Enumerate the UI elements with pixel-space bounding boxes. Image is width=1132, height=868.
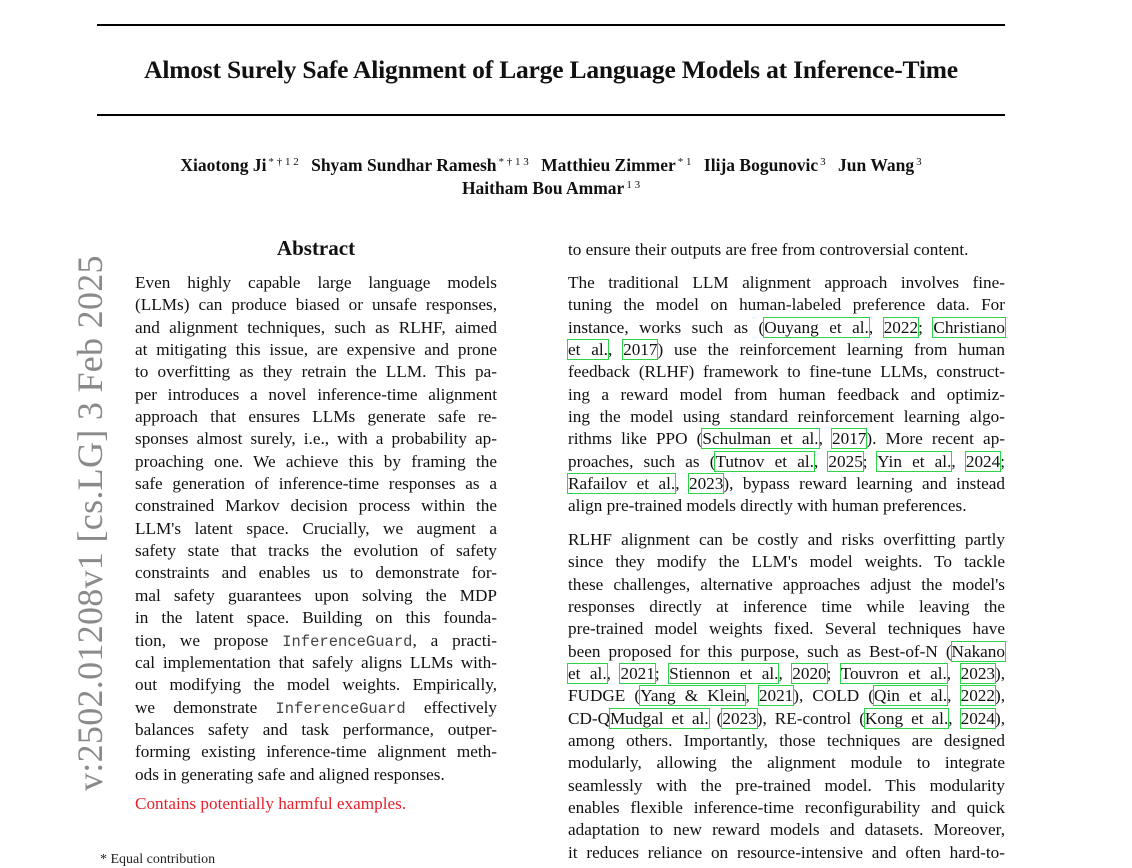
body-line [568,451,1005,473]
abstract-text: we demonstrate [135,697,258,717]
body-text: CD-Q [568,708,611,728]
harmful-content-warning: Contains potentially harmful examples. [135,794,407,813]
author [838,155,922,175]
citation-link[interactable]: Rafailov et al. [568,474,676,494]
abstract-line: and alignment techniques, such as RLHF, aimed [135,317,497,337]
body-text: ), [995,664,1006,684]
body-line [568,473,1005,495]
author [311,155,529,175]
body-line [568,641,1005,663]
abstract-heading: Abstract [276,236,356,260]
citation-link[interactable]: 2023 [960,664,995,684]
citation-link[interactable]: Yang & Klein [640,686,746,706]
body-text: , [607,340,624,360]
body-line: modularly, allowing the alignment module to integrate [568,753,1005,773]
citation-link[interactable]: 2017 [623,340,658,360]
body-text: ; [862,451,878,471]
body-line [568,663,1005,685]
body-text: ), [994,708,1005,728]
author-affiliation: 1 3 [626,179,641,191]
body-line: adaptation to new reward models and datasets. Moreover, [568,820,1005,840]
citation-link[interactable]: Tutnov et al. [715,451,814,471]
citation-link[interactable]: Touvron et al. [840,664,947,684]
abstract-line: in the latent space. Building on this founda- [135,608,497,628]
citation-link[interactable]: 2020 [792,664,827,684]
abstract-line: to overfitting as they retrain the LLM. This pa- [135,362,497,382]
citation-link[interactable]: 2022 [960,686,995,706]
body-text: , [813,451,829,471]
abstract-line: sponses almost surely, i.e., with a probability ap- [135,429,497,449]
citation-link[interactable]: Kong et al. [864,708,949,728]
body-line: enables flexible inference-time reconfigurability and quick [568,798,1005,818]
author-affiliation: 3 [916,156,922,168]
citation-link[interactable]: 2022 [883,317,919,337]
citation-link[interactable]: 2021 [758,686,794,706]
arxiv-identifier-stamp: v:2502.01208v1 [cs.LG] 3 Feb 2025 [70,255,110,791]
abstract-line: constrained Markov decision process within the [135,496,497,516]
body-text: , [948,708,961,728]
abstract-line: approach that ensures LLMs generate safe re- [135,407,497,427]
citation-link[interactable]: et al. [568,664,607,684]
abstract-line: ods in generating safe and aligned responses. [135,764,445,784]
method-name: InferenceGuard [275,699,406,718]
body-line: align pre-trained models directly with human preferences. [568,496,967,516]
body-text: ), [994,686,1005,706]
paper-title: Almost Surely Safe Alignment of Large Language Models at Inference-Time [144,55,958,84]
abstract-line: cal implementation that safely aligns LLMs with- [135,652,497,672]
abstract-line: LLM's latent space. Crucially, we augment a [135,518,497,538]
body-line: ing the model using standard reinforcement learning algo- [568,407,1005,427]
citation-link[interactable]: Stiennon et al. [669,664,779,684]
citation-link[interactable]: 2021 [620,664,655,684]
body-text: been proposed for this purpose, such as Best-of-N ( [568,641,952,661]
citation-link[interactable]: 2023 [722,708,757,728]
abstract-line: mal safety guarantees upon solving the MDP [135,585,497,605]
abstract-text: effectively [405,697,498,717]
abstract-text: tion, we propose [135,630,269,650]
title-rule-top [97,24,1005,26]
body-text: , [745,686,759,706]
abstract-line: (LLMs) can produce biased or unsafe responses, [135,295,497,315]
body-text: instance, works such as ( [568,317,765,337]
abstract-line: safe generation of inference-time responses as a [135,474,497,494]
body-text: , [951,451,966,471]
author-name: Xiaotong Ji [180,155,267,175]
abstract-line: per introduces a novel inference-time alignment [135,384,497,404]
body-line: seamlessly with the pre-trained model. This modularity [568,775,1005,795]
author-affiliation: * † 1 2 [268,156,299,168]
author [180,155,298,175]
intro-continuation [568,239,1005,261]
author-name: Matthieu Zimmer [541,155,676,175]
citation-link[interactable]: Mudgal et al. [610,708,709,728]
body-line: these challenges, alternative approaches adjust the model's [568,574,1005,594]
body-line [568,428,1005,450]
body-line: pre-trained model weights fixed. Several techniques have [568,619,1005,639]
citation-link[interactable]: Qin et al. [874,686,948,706]
intro-paragraph [568,272,1005,518]
author-name: Haitham Bou Ammar [461,178,625,198]
body-line: feedback (RLHF) framework to fine-tune LLMs, construct- [568,362,1005,382]
citation-link[interactable]: et al. [568,340,608,360]
citation-link[interactable]: 2024 [960,708,995,728]
body-text: ; [826,664,841,684]
body-line: tuning the model on human-labeled preference data. For [568,295,1005,315]
body-line: since they modify the LLM's model weights. To tackle [568,552,1005,572]
author [704,155,826,175]
author-name: Ilija Bogunovic [703,155,819,175]
abstract-line: proaching one. We achieve this by framing the [135,451,497,471]
abstract-line [135,697,497,719]
body-text: ; [1000,451,1005,471]
body-text: , [947,686,961,706]
author [462,178,640,198]
body-text: ( [708,708,723,728]
body-line: it reduces reliance on resource-intensive and often hard-to- [568,842,1005,862]
body-line: The traditional LLM alignment approach involves fine- [568,273,1005,292]
body-text: ) use the reinforcement learning from human [657,340,1006,360]
citation-link[interactable]: Christiano [933,317,1005,337]
body-text: , [606,664,621,684]
abstract-line: Even highly capable large language models [135,273,497,292]
body-text: ), bypass reward learning and instead [723,474,1005,494]
citation-link[interactable]: Ouyang et al. [764,317,869,337]
title-rule-bottom [97,114,1005,116]
body-text: FUDGE ( [568,686,641,706]
body-text: , [868,317,884,337]
body-line: RLHF alignment can be costly and risks overfitting partly [568,530,1005,549]
intro-paragraph [568,529,1005,864]
abstract-body [135,272,497,786]
body-line [568,708,1005,730]
body-text: ; [918,317,934,337]
abstract-text: , a practi- [412,630,498,650]
author-affiliation: * 1 [677,156,692,168]
footnote: * Equal contribution [100,852,216,867]
abstract-line: balances safety and task performance, outper- [135,719,497,739]
body-text: proaches, such as ( [568,451,716,471]
author-affiliation: 3 [820,156,826,168]
body-line: to ensure their outputs are free from controversial content. [568,240,969,259]
author [541,155,691,175]
abstract-line: forming existing inference-time alignment meth- [135,742,497,762]
abstract-line [135,630,497,652]
authors-line-1 [0,155,1102,176]
authors-line-2 [0,178,1102,199]
body-line: ing a reward model from human feedback and optimiz- [568,384,1005,404]
citation-link[interactable]: Nakano [951,641,1005,661]
body-text: , [675,474,689,494]
body-line: among others. Importantly, those techniques are designed [568,731,1005,751]
citation-link[interactable]: Schulman et al. [702,429,819,449]
citation-link[interactable]: 2025 [828,451,863,471]
author-affiliation: * † 1 3 [498,156,529,168]
abstract-line: out modifying the model weights. Empirically, [135,675,497,695]
body-text: ), RE-control ( [756,708,865,728]
body-line [568,685,1005,707]
body-text: , [818,429,833,449]
citation-link[interactable]: 2017 [832,429,867,449]
body-line [568,339,1005,361]
abstract-line: at mitigating this issue, are expensive and prone [135,340,497,360]
body-text: , [778,664,793,684]
author-name: Shyam Sundhar Ramesh [311,155,497,175]
body-text: ). More recent ap- [866,429,1006,449]
body-text: , [946,664,961,684]
body-line [568,317,1005,339]
author-name: Jun Wang [838,155,915,175]
body-text: ), COLD ( [793,686,875,706]
citation-link[interactable]: Yin et al. [877,451,952,471]
body-text: rithms like PPO ( [568,429,703,449]
citation-link[interactable]: 2023 [688,474,724,494]
body-line: responses directly at inference time while leaving the [568,597,1005,617]
method-name: InferenceGuard [282,632,413,651]
abstract-line: safety state that tracks the evolution of safety [135,541,497,561]
citation-link[interactable]: 2024 [965,451,1001,471]
abstract-line: constraints and enables us to demonstrate for- [135,563,497,583]
body-text: ; [654,664,670,684]
